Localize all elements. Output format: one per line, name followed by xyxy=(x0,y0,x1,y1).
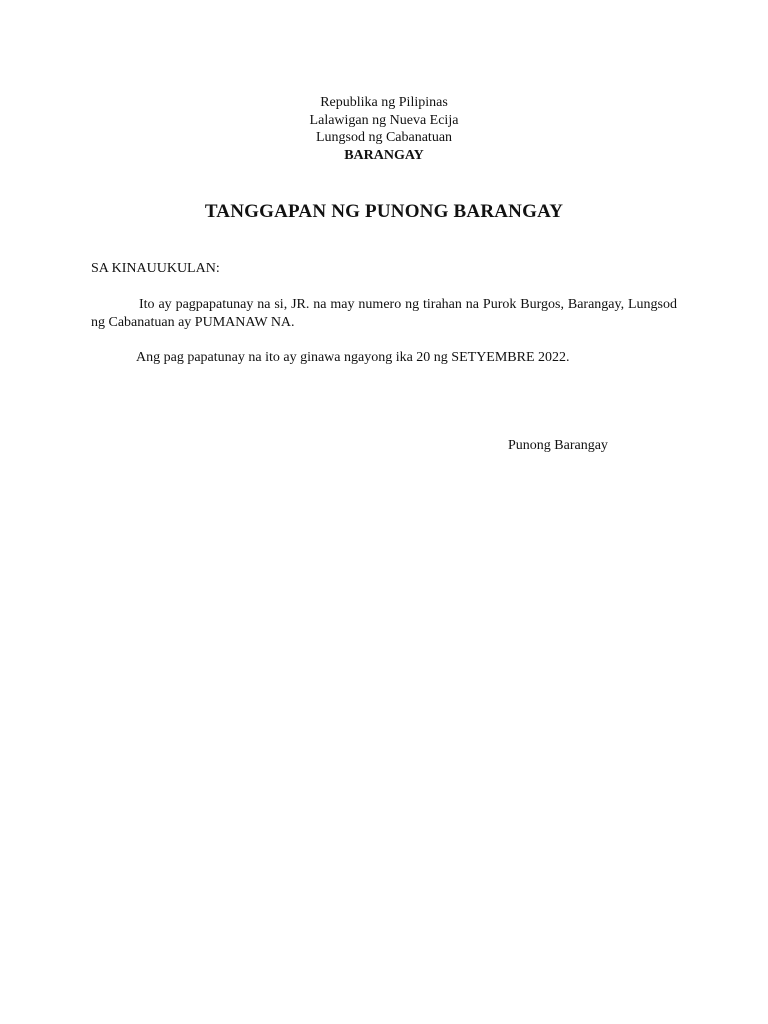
letterhead-country: Republika ng Pilipinas xyxy=(320,95,448,110)
letterhead-province: Lalawigan ng Nueva Ecija xyxy=(309,112,459,128)
date-paragraph: Ang pag papatunay na ito ay ginawa ngayong ika 20 ng SETYEMBRE 2022. xyxy=(136,350,570,365)
letterhead xyxy=(0,94,768,164)
letterhead-barangay: BARANGAY xyxy=(344,147,424,163)
certification-paragraph: Ito ay pagpapatunay na si, JR. na may numero ng tirahan na Purok Burgos, Barangay, Lungsod ng Cabanatuan ay PUMANAW NA. xyxy=(91,297,677,330)
signature-label: Punong Barangay xyxy=(508,438,608,453)
salutation: SA KINAUUKULAN: xyxy=(91,261,220,276)
letterhead-city: Lungsod ng Cabanatuan xyxy=(315,130,453,145)
document-title: TANGGAPAN NG PUNONG BARANGAY xyxy=(204,201,564,222)
